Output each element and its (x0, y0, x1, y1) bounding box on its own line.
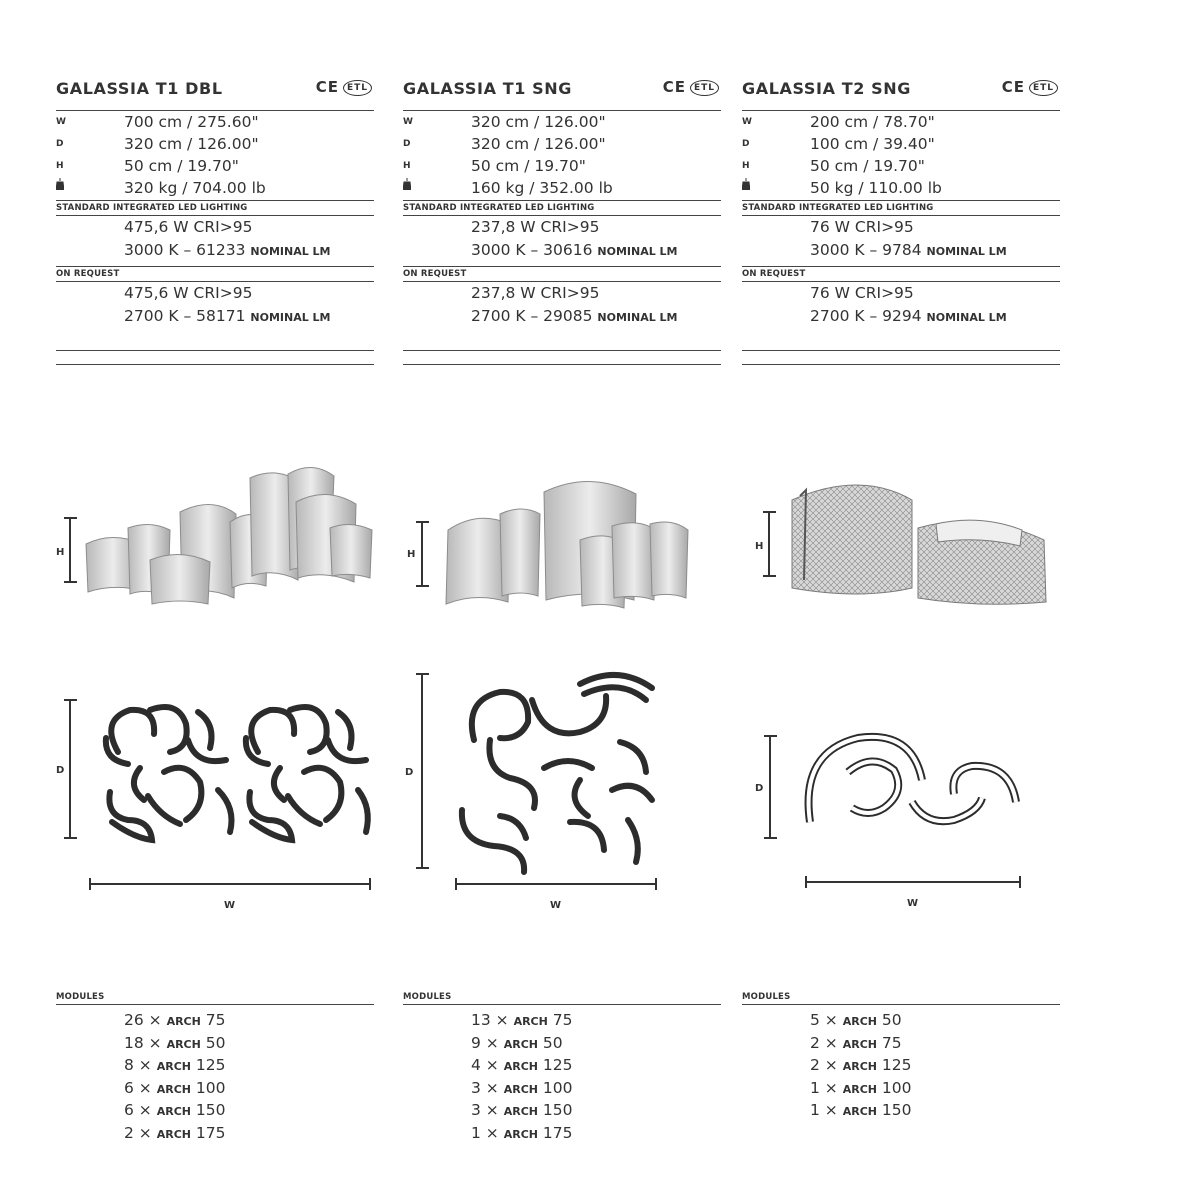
width-dimension (90, 878, 370, 890)
module-item: 9 × ARCH 50 (471, 1033, 563, 1052)
etl-listed-icon: ETL (1029, 80, 1058, 96)
height-label: H (407, 549, 416, 560)
modules-t2-sng (742, 990, 1060, 1122)
depth-row: D 320 cm / 126.00" (56, 135, 259, 153)
request-lumen: 2700 K – 9294 NOMINAL LM (810, 307, 1007, 325)
module-item: 1 × ARCH 175 (471, 1123, 573, 1142)
request-lumen: 2700 K – 29085 NOMINAL LM (471, 307, 678, 325)
module-item: 4 × ARCH 125 (471, 1056, 573, 1074)
plan-t1-sng (405, 674, 656, 911)
elevation-t1-dbl (56, 467, 372, 604)
weight-value: 50 kg / 110.00 lb (810, 179, 942, 197)
standard-lighting-heading: STANDARD INTEGRATED LED LIGHTING (742, 203, 934, 213)
module-item: 5 × ARCH 50 (810, 1011, 902, 1029)
depth-dimension (416, 674, 429, 868)
module-item: 8 × ARCH 125 (124, 1056, 226, 1074)
plan-t1-dbl (56, 700, 370, 911)
height-dimension (416, 522, 429, 586)
height-label: H (755, 541, 764, 552)
height-value: 50 cm / 19.70" (124, 157, 239, 175)
depth-dimension (64, 700, 77, 838)
ce-mark-icon: CE (662, 78, 686, 96)
height-dimension (64, 518, 77, 582)
width-value: 200 cm / 78.70" (810, 113, 935, 131)
etl-listed-icon: ETL (343, 80, 372, 96)
modules-heading: MODULES (56, 992, 105, 1002)
request-power: 76 W CRI>95 (810, 284, 914, 302)
arch-layout-t1-dbl (106, 707, 368, 840)
modules-heading: MODULES (742, 992, 791, 1002)
ce-mark-icon: CE (315, 78, 339, 96)
standard-power: 475,6 W CRI>95 (124, 218, 253, 236)
ce-mark-icon: CE (1001, 78, 1025, 96)
depth-label: D (405, 767, 414, 778)
width-value: 320 cm / 126.00" (471, 113, 606, 131)
standard-lumen: 3000 K – 9784 NOMINAL LM (810, 241, 1007, 259)
on-request-heading: ON REQUEST (742, 269, 806, 279)
plan-t2-sng (755, 736, 1020, 909)
height-row: H 50 cm / 19.70" (403, 157, 586, 175)
product-title: GALASSIA T2 SNG (742, 79, 911, 98)
depth-row: D 100 cm / 39.40" (742, 135, 935, 153)
width-label: W (550, 900, 562, 911)
width-dimension (806, 876, 1020, 888)
module-item: 1 × ARCH 150 (810, 1101, 912, 1119)
chandelier-t2-sng-illustration (792, 485, 1046, 604)
product-title: GALASSIA T1 DBL (56, 79, 223, 98)
module-item: 6 × ARCH 100 (124, 1078, 226, 1097)
weight-value: 320 kg / 704.00 lb (124, 179, 266, 197)
depth-dimension (764, 736, 777, 838)
etl-listed-icon: ETL (690, 80, 719, 96)
depth-label: D (56, 765, 65, 776)
arch-layout-t1-sng (462, 675, 652, 872)
width-label: W (907, 898, 919, 909)
arch-layout-t2-sng (809, 737, 1016, 822)
module-item: 13 × ARCH 75 (471, 1011, 573, 1029)
height-value: 50 cm / 19.70" (471, 157, 586, 175)
module-item: 2 × ARCH 175 (124, 1123, 226, 1142)
width-row: W 700 cm / 275.60" (56, 113, 259, 131)
module-item: 6 × ARCH 150 (124, 1101, 226, 1119)
depth-value: 100 cm / 39.40" (810, 135, 935, 153)
product-title: GALASSIA T1 SNG (403, 79, 572, 98)
height-value: 50 cm / 19.70" (810, 157, 925, 175)
modules-t1-sng (403, 990, 721, 1144)
request-power: 237,8 W CRI>95 (471, 284, 600, 302)
module-item: 18 × ARCH 50 (124, 1033, 226, 1052)
request-power: 475,6 W CRI>95 (124, 284, 253, 302)
depth-value: 320 cm / 126.00" (124, 135, 259, 153)
chandelier-t1-sng-illustration (446, 481, 688, 608)
module-item: 3 × ARCH 100 (471, 1078, 573, 1097)
module-item: 2 × ARCH 125 (810, 1056, 912, 1074)
height-row: H 50 cm / 19.70" (56, 157, 239, 175)
height-label: H (56, 547, 65, 558)
elevation-t1-sng (407, 481, 688, 608)
width-row: W 320 cm / 126.00" (403, 113, 606, 131)
depth-value: 320 cm / 126.00" (471, 135, 606, 153)
width-label: W (224, 900, 236, 911)
standard-lighting-heading: STANDARD INTEGRATED LED LIGHTING (403, 203, 595, 213)
weight-value: 160 kg / 352.00 lb (471, 179, 613, 197)
module-item: 26 × ARCH 75 (124, 1011, 226, 1029)
module-item: 1 × ARCH 100 (810, 1078, 912, 1097)
width-value: 700 cm / 275.60" (124, 113, 259, 131)
height-dimension (763, 512, 776, 576)
standard-power: 76 W CRI>95 (810, 218, 914, 236)
width-row: W 200 cm / 78.70" (742, 113, 935, 131)
on-request-heading: ON REQUEST (403, 269, 467, 279)
module-item: 3 × ARCH 150 (471, 1101, 573, 1119)
chandelier-t1-dbl-illustration (86, 467, 372, 604)
standard-power: 237,8 W CRI>95 (471, 218, 600, 236)
elevation-t2-sng (755, 485, 1046, 604)
height-row: H 50 cm / 19.70" (742, 157, 925, 175)
standard-lighting-heading: STANDARD INTEGRATED LED LIGHTING (56, 203, 248, 213)
request-lumen: 2700 K – 58171 NOMINAL LM (124, 307, 331, 325)
depth-label: D (755, 783, 764, 794)
modules-heading: MODULES (403, 992, 452, 1002)
modules-t1-dbl (56, 990, 374, 1144)
standard-lumen: 3000 K – 30616 NOMINAL LM (471, 241, 678, 259)
width-dimension (456, 878, 656, 890)
on-request-heading: ON REQUEST (56, 269, 120, 279)
standard-lumen: 3000 K – 61233 NOMINAL LM (124, 241, 331, 259)
depth-row: D 320 cm / 126.00" (403, 135, 606, 153)
module-item: 2 × ARCH 75 (810, 1033, 902, 1052)
